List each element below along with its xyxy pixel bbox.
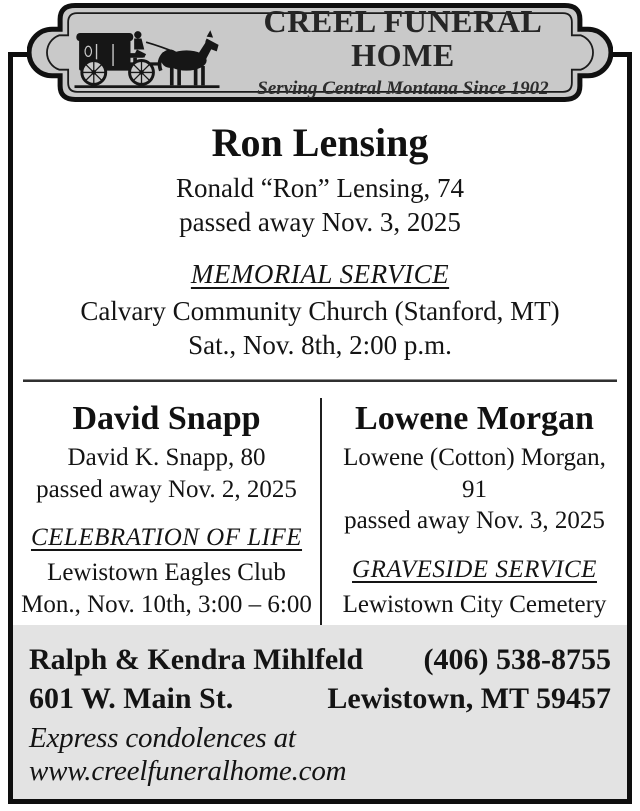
service-title: GRAVESIDE SERVICE	[352, 555, 597, 583]
funeral-home-tagline: Serving Central Montana Since 1902	[257, 78, 549, 100]
horse-drawn-hearse-icon	[69, 15, 225, 95]
section-divider	[23, 379, 617, 382]
service-time: Mon., Nov. 10th, 3:00 – 6:00	[21, 590, 312, 618]
contact-names: Ralph & Kendra Mihlfeld	[29, 642, 364, 676]
header-plaque	[27, 2, 613, 103]
funeral-home-name: CREEL FUNERAL HOME	[263, 2, 543, 73]
brand-text	[225, 2, 587, 100]
contact-city: Lewistown, MT 59457	[327, 682, 611, 716]
contact-phone: (406) 538-8755	[423, 642, 611, 676]
obituary-name: Ron Lensing	[211, 120, 429, 165]
service-location: Calvary Community Church (Stanford, MT)	[80, 296, 560, 327]
obituary-name: Lowene Morgan	[355, 400, 594, 438]
footer-row-1	[29, 640, 611, 680]
obituary-detail: Ronald “Ron” Lensing, 74	[176, 173, 464, 204]
obituary-name: David Snapp	[72, 400, 261, 438]
obituary-detail: David K. Snapp, 80	[67, 444, 266, 472]
service-title: CELEBRATION OF LIFE	[30, 524, 303, 552]
contact-footer	[13, 625, 627, 799]
obituary-detail: Lowene (Cotton) Morgan, 91	[343, 444, 606, 503]
obituary-passed-date: passed away Nov. 2, 2025	[36, 475, 297, 503]
plaque-content	[57, 2, 587, 100]
ad-frame	[8, 52, 632, 804]
featured-obituary	[13, 121, 627, 362]
footer-row-2	[29, 679, 611, 719]
service-location: Lewistown Eagles Club	[47, 559, 286, 587]
contact-street: 601 W. Main St.	[29, 682, 234, 716]
service-location: Lewistown City Cemetery	[342, 590, 607, 618]
obituary-passed-date: passed away Nov. 3, 2025	[344, 507, 605, 535]
service-title: MEMORIAL SERVICE	[190, 259, 450, 290]
ad-content	[13, 57, 627, 668]
service-time: Sat., Nov. 8th, 2:00 p.m.	[188, 329, 452, 360]
condolences-website: Express condolences at www.creelfuneralhome.com	[29, 722, 347, 787]
obituary-passed-date: passed away Nov. 3, 2025	[179, 206, 461, 237]
